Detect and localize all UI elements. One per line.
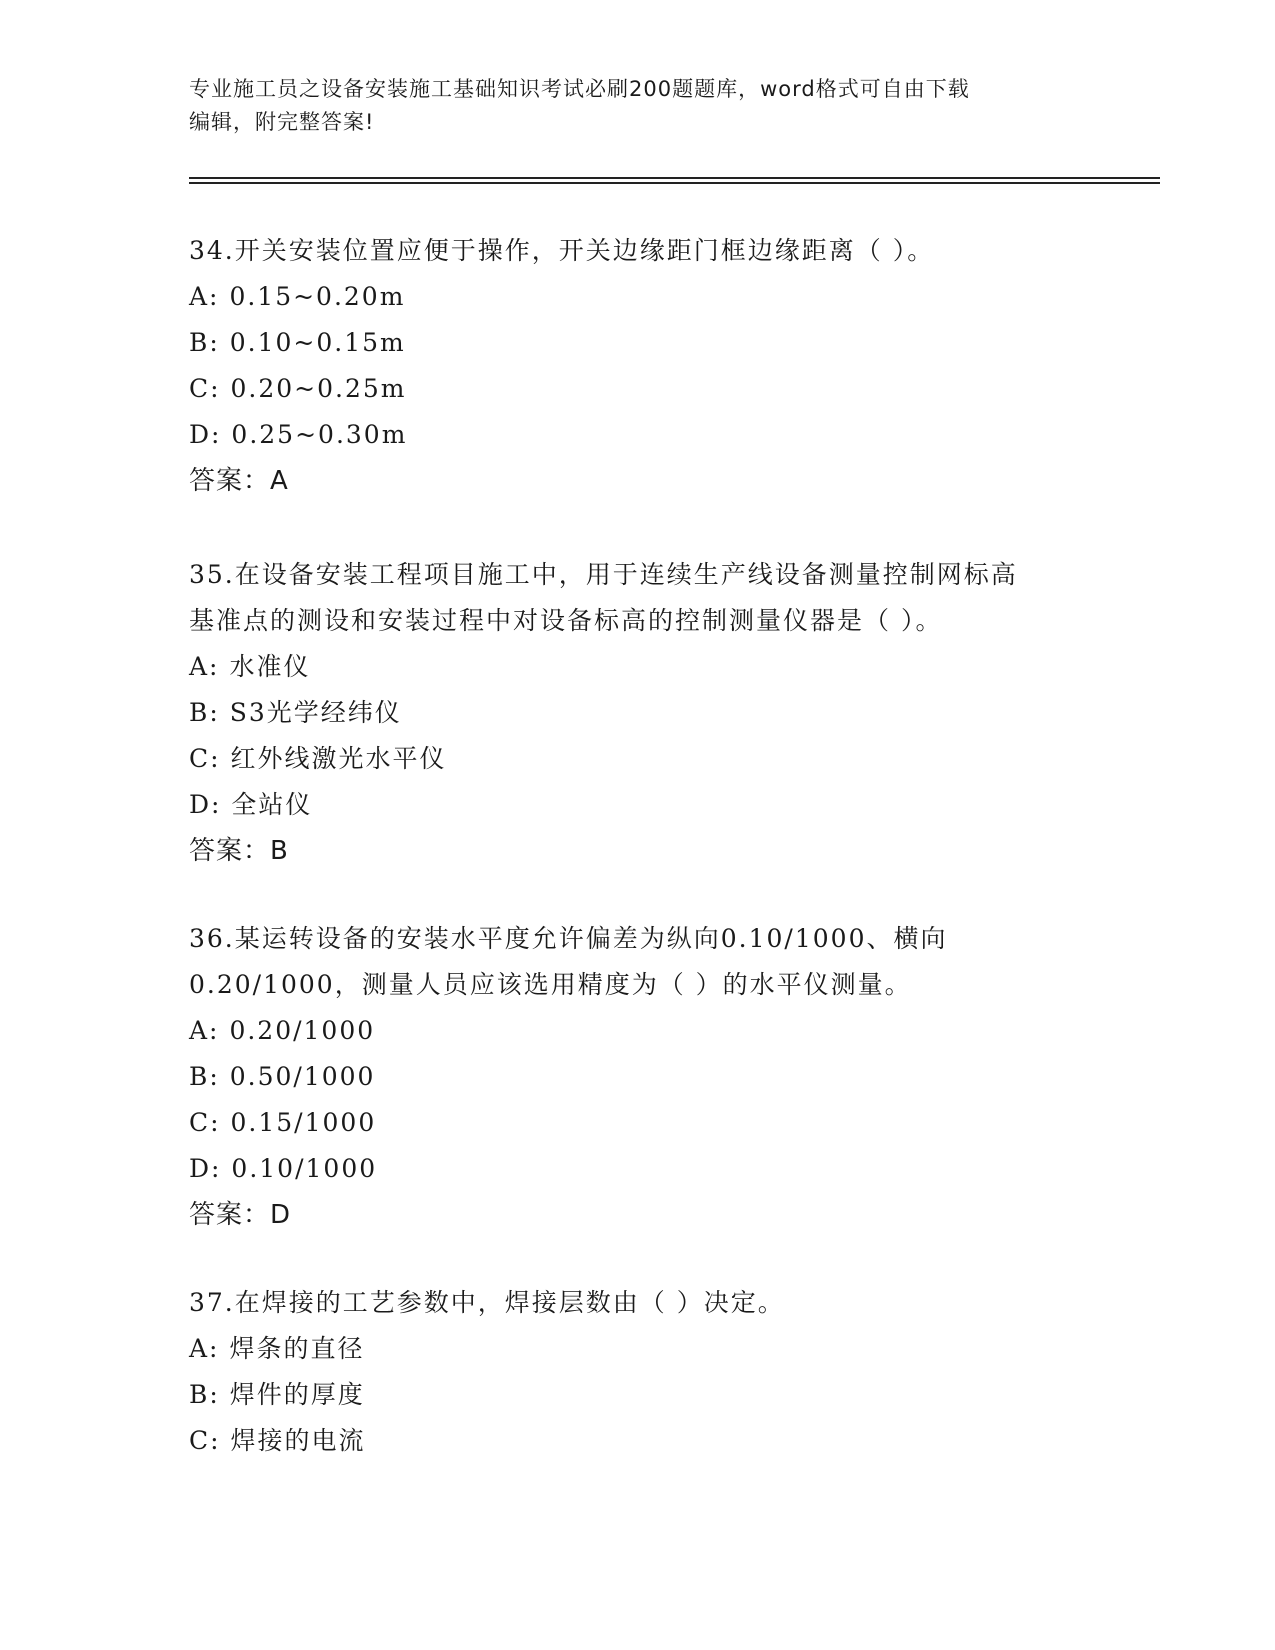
header-divider-top <box>189 177 1160 179</box>
option-label: C: <box>189 744 221 773</box>
option-d <box>189 782 1089 828</box>
option-label: D: <box>189 790 222 819</box>
question-36 <box>189 916 1089 1238</box>
question-37 <box>189 1280 1089 1464</box>
option-text: 焊条的直径 <box>229 1334 365 1363</box>
header-line-2: 编辑，附完整答案! <box>189 110 375 134</box>
option-text: 焊件的厚度 <box>229 1380 365 1409</box>
option-a <box>189 1008 1089 1054</box>
option-text: 0.10~0.15m <box>229 328 406 357</box>
option-text: 0.25~0.30m <box>231 420 408 449</box>
option-text: 0.20/1000 <box>229 1016 376 1045</box>
option-text: 0.15~0.20m <box>229 282 406 311</box>
option-label: B: <box>189 1380 220 1409</box>
option-label: A: <box>189 282 220 311</box>
option-text: 0.15/1000 <box>230 1108 377 1137</box>
option-text: 水准仪 <box>229 652 311 681</box>
question-text: 34.开关安装位置应便于操作，开关边缘距门框边缘距离（ ）。 <box>189 236 935 265</box>
question-text: 37.在焊接的工艺参数中，焊接层数由（ ）决定。 <box>189 1288 785 1317</box>
option-text: 0.10/1000 <box>231 1154 378 1183</box>
option-label: A: <box>189 652 220 681</box>
option-c <box>189 366 1089 412</box>
option-label: D: <box>189 1154 222 1183</box>
option-b <box>189 1372 1089 1418</box>
option-label: B: <box>189 698 220 727</box>
option-label: B: <box>189 328 220 357</box>
question-text: 基准点的测设和安装过程中对设备标高的控制测量仪器是（ ）。 <box>189 606 943 635</box>
option-text: S3光学经纬仪 <box>229 698 402 727</box>
question-35 <box>189 552 1089 874</box>
option-a <box>189 1326 1089 1372</box>
option-text: 0.20~0.25m <box>230 374 407 403</box>
option-label: D: <box>189 420 222 449</box>
option-d <box>189 412 1089 458</box>
header-divider-bottom <box>189 182 1160 184</box>
question-text: 36.某运转设备的安装水平度允许偏差为纵向0.10/1000、横向 <box>189 924 948 953</box>
option-text: 全站仪 <box>231 790 313 819</box>
header-line-1: 专业施工员之设备安装施工基础知识考试必刷200题题库，word格式可自由下载 <box>189 77 970 101</box>
option-label: B: <box>189 1062 220 1091</box>
option-label: C: <box>189 374 221 403</box>
option-label: C: <box>189 1426 221 1455</box>
option-label: A: <box>189 1016 220 1045</box>
option-label: C: <box>189 1108 221 1137</box>
answer-line: 答案：B <box>189 836 289 866</box>
option-label: A: <box>189 1334 220 1363</box>
option-a <box>189 644 1089 690</box>
option-b <box>189 1054 1089 1100</box>
option-c <box>189 736 1089 782</box>
answer-line: 答案：A <box>189 466 289 496</box>
option-d <box>189 1146 1089 1192</box>
option-c <box>189 1100 1089 1146</box>
option-text: 红外线激光水平仪 <box>230 744 447 773</box>
option-c <box>189 1418 1089 1464</box>
option-a <box>189 274 1089 320</box>
option-b <box>189 690 1089 736</box>
question-text: 0.20/1000，测量人员应该选用精度为（ ）的水平仪测量。 <box>189 970 912 999</box>
question-text: 35.在设备安装工程项目施工中，用于连续生产线设备测量控制网标高 <box>189 560 1018 589</box>
answer-line: 答案：D <box>189 1200 292 1230</box>
option-text: 焊接的电流 <box>230 1426 366 1455</box>
option-text: 0.50/1000 <box>229 1062 376 1091</box>
document-header <box>189 73 1089 139</box>
option-b <box>189 320 1089 366</box>
question-34 <box>189 228 1089 504</box>
